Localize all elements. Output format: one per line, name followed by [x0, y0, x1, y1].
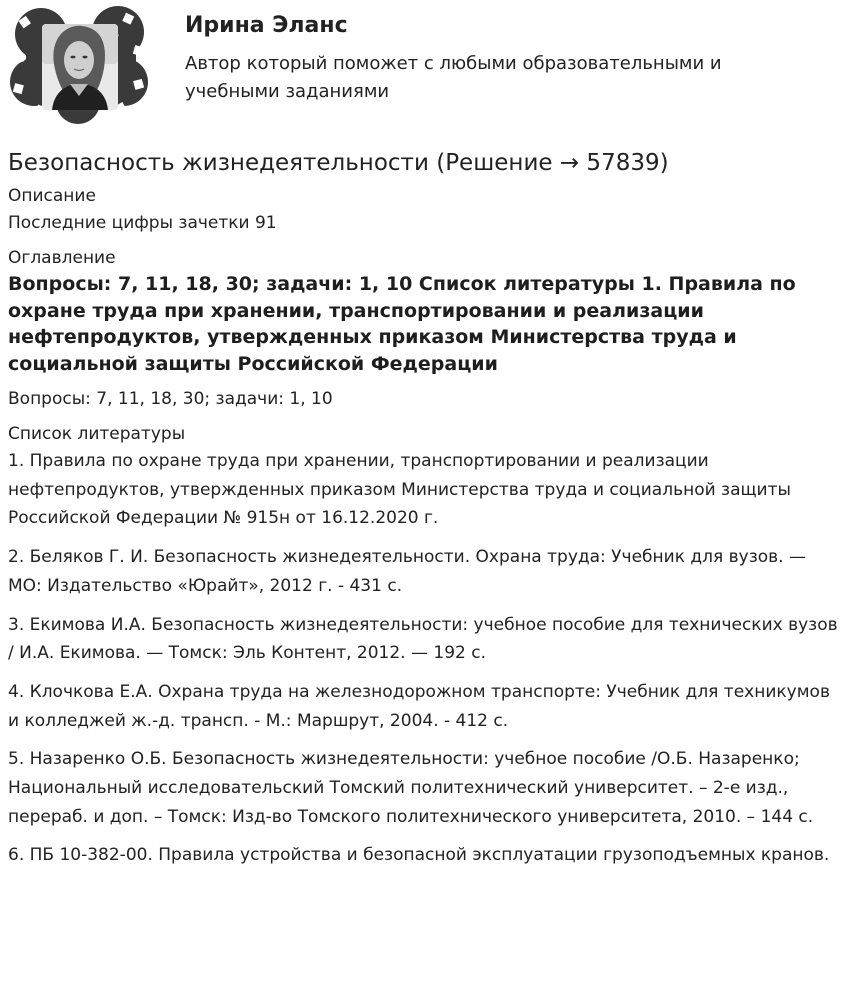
page-title: Безопасность жизнедеятельности (Решение → 57839)	[8, 150, 669, 176]
description-text: Последние цифры зачетки 91	[8, 213, 277, 233]
references-list	[8, 447, 840, 870]
reference-item: 3. Екимова И.А. Безопасность жизнедеятельности: учебное пособие для технических вузов / И.А. Екимова. — Томск: Эль Контент, 2012. — 192 с.	[8, 614, 838, 664]
reference-item: 5. Назаренко О.Б. Безопасность жизнедеятельности: учебное пособие /О.Б. Назаренко; Национальный исследовательский Томский политехнический университет. – 2-е изд., перераб. и доп. – Томск: Изд-во Томского политехнического университета, 2010. – 144 с.	[8, 749, 814, 827]
author-photo-icon	[6, 6, 152, 126]
reference-item: 4. Клочкова Е.А. Охрана труда на железнодорожном транспорте: Учебник для техникумов и колледжей ж.-д. трансп. - М.: Маршрут, 2004. - 412 с.	[8, 681, 830, 731]
work-content	[8, 146, 840, 880]
author-avatar[interactable]	[6, 6, 152, 126]
toc-label: Оглавление	[8, 248, 116, 268]
description-label: Описание	[8, 186, 96, 206]
author-name[interactable]: Ирина Эланс	[185, 13, 348, 38]
author-header	[0, 0, 847, 130]
toc-summary: Вопросы: 7, 11, 18, 30; задачи: 1, 10 Список литературы 1. Правила по охране труда при хранении, транспортировании и реализации нефтепродуктов, утвержденных приказом Министерства труда и социальной защиты Российской Федерации	[8, 273, 796, 375]
reference-item: 2. Беляков Г. И. Безопасность жизнедеятельности. Охрана труда: Учебник для вузов. — МО: Издательство «Юрайт», 2012 г. - 431 с.	[8, 547, 806, 596]
author-description: Автор который поможет с любыми образовательными и учебными заданиями	[185, 53, 722, 102]
reference-item: 1. Правила по охране труда при хранении, транспортировании и реализации нефтепродуктов, утвержденных приказом Министерства труда и социальной защиты Российской Федерации № 915н от 16.12.2020 г.	[8, 451, 791, 529]
reference-item: 6. ПБ 10-382-00. Правила устройства и безопасной эксплуатации грузоподъемных кранов.	[8, 845, 830, 866]
questions-line: Вопросы: 7, 11, 18, 30; задачи: 1, 10	[8, 389, 333, 409]
references-label: Список литературы	[8, 424, 186, 444]
